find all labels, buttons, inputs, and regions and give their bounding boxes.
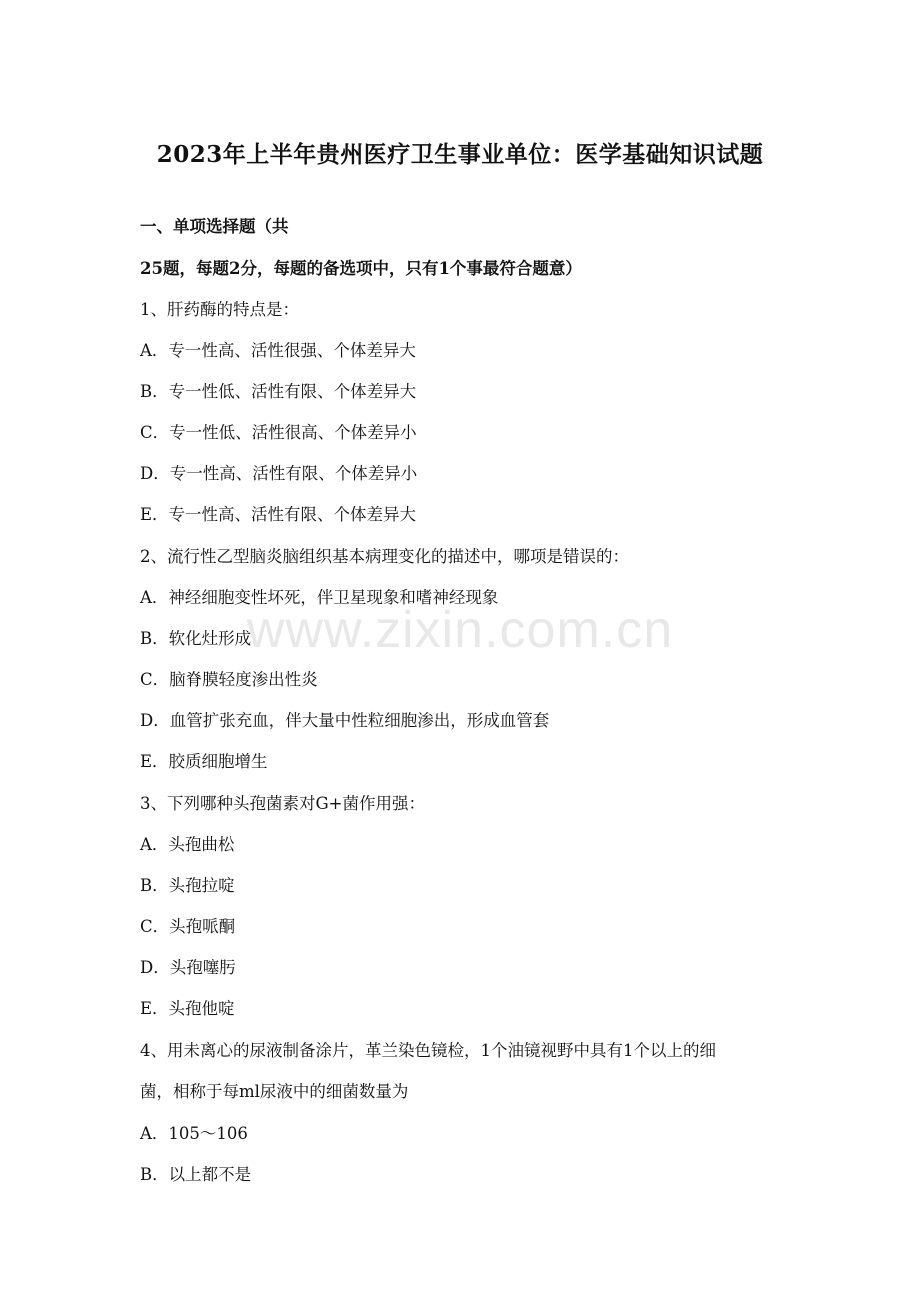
question-1-stem: 1、肝药酶的特点是： — [140, 300, 299, 319]
question-3-option-c: C．头孢哌酮 — [140, 917, 236, 936]
question-3-option-a: A．头孢曲松 — [140, 835, 235, 854]
question-4-option-a: A．105～106 — [140, 1124, 248, 1143]
question-2-option-a: A．神经细胞变性坏死，伴卫星现象和嗜神经现象 — [140, 588, 499, 607]
question-3-option-b: B．头孢拉啶 — [140, 876, 235, 895]
question-1-option-a: A．专一性高、活性很强、个体差异大 — [140, 341, 416, 360]
document-title: 2023年上半年贵州医疗卫生事业单位：医学基础知识试题 — [156, 141, 764, 168]
question-1-option-d: D．专一性高、活性有限、个体差异小 — [140, 464, 418, 483]
question-3-option-d: D．头孢噻肟 — [140, 958, 236, 977]
question-4-stem: 4、用未离心的尿液制备涂片，革兰染色镜检，1个油镜视野中具有1个以上的细 — [140, 1041, 716, 1060]
section-instructions: 25题，每题2分，每题的备选项中，只有1个事最符合题意） — [140, 259, 582, 278]
question-4-stem-continued: 菌，相称于每ml尿液中的细菌数量为 — [140, 1082, 409, 1101]
question-3-option-e: E．头孢他啶 — [140, 999, 235, 1018]
question-2-option-e: E．胶质细胞增生 — [140, 752, 268, 771]
question-4-option-b: B．以上都不是 — [140, 1165, 252, 1184]
question-2-option-c: C．脑脊膜轻度渗出性炎 — [140, 670, 318, 689]
question-1-option-e: E．专一性高、活性有限、个体差异大 — [140, 505, 417, 524]
question-1-option-c: C．专一性低、活性很高、个体差异小 — [140, 423, 417, 442]
question-2-option-b: B．软化灶形成 — [140, 629, 252, 648]
question-1-option-b: B．专一性低、活性有限、个体差异大 — [140, 382, 417, 401]
question-3-stem: 3、下列哪种头孢菌素对G+菌作用强： — [140, 794, 426, 813]
watermark: www.zixin.com.cn — [246, 601, 674, 659]
question-2-option-d: D．血管扩张充血，伴大量中性粒细胞渗出，形成血管套 — [140, 711, 550, 730]
question-2-stem: 2、流行性乙型脑炎脑组织基本病理变化的描述中，哪项是错误的： — [140, 547, 629, 566]
section-heading: 一、单项选择题（共 — [140, 217, 289, 236]
